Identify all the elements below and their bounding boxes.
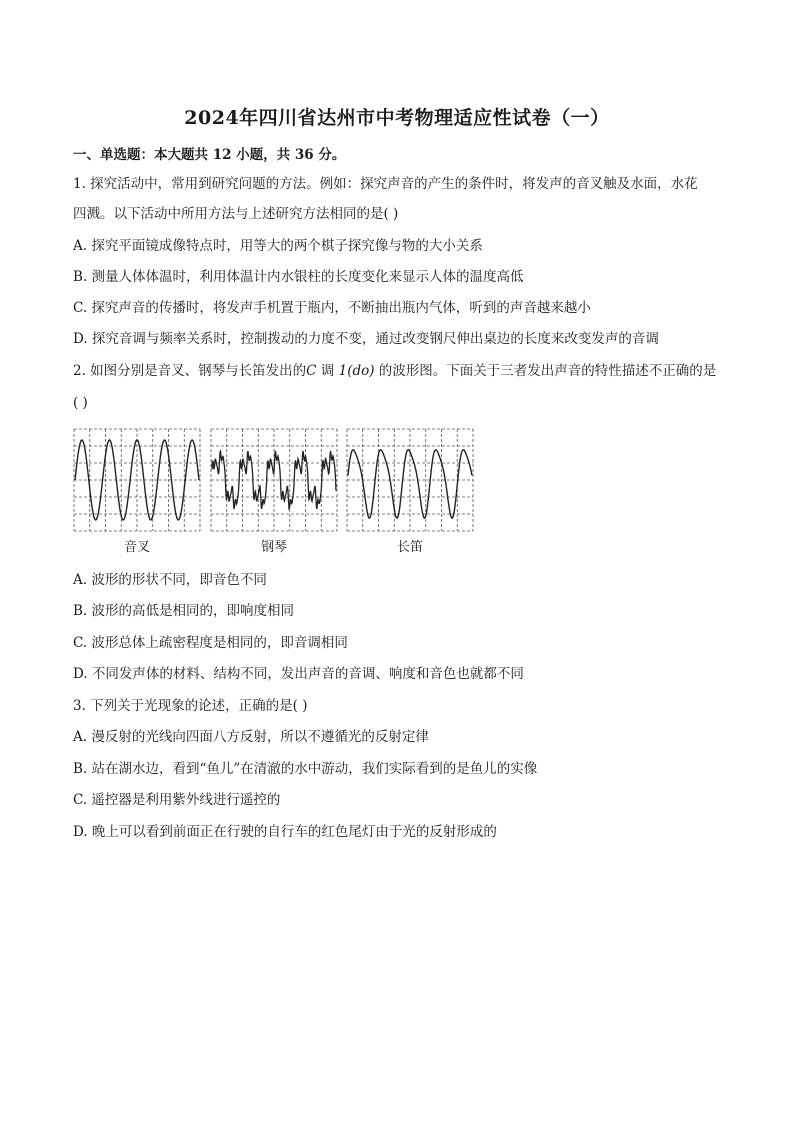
q1-option-d: D. 探究音调与频率关系时，控制拨动的力度不变，通过改变钢尺伸出桌边的长度来改变发声的音调 bbox=[73, 331, 659, 347]
exam-title: 2024年四川省达州市中考物理适应性试卷（一） bbox=[184, 107, 610, 129]
q2-stem-c: C bbox=[306, 363, 317, 379]
q2-option-c: C. 波形总体上疏密程度是相同的，即音调相同 bbox=[73, 635, 348, 651]
q2-stem-line2: ( ) bbox=[73, 395, 88, 411]
caption-flute: 长笛 bbox=[396, 540, 423, 555]
q3-stem: 3. 下列关于光现象的论述，正确的是( ) bbox=[73, 698, 308, 714]
q3-option-d: D. 晚上可以看到前面正在行驶的自行车的红色尾灯由于光的反射形成的 bbox=[73, 824, 497, 840]
q2-stem-mid: 调 bbox=[316, 363, 339, 379]
q3-option-a: A. 漫反射的光线向四面八方反射，所以不遵循光的反射定律 bbox=[73, 729, 429, 745]
q3-option-c: C. 遥控器是利用紫外线进行遥控的 bbox=[73, 792, 281, 808]
q1-option-b: B. 测量人体体温时，利用体温计内水银柱的长度变化来显示人体的温度高低 bbox=[73, 269, 524, 285]
q1-option-a: A. 探究平面镜成像特点时，用等大的两个棋子探究像与物的大小关系 bbox=[73, 238, 483, 254]
waveform-piano bbox=[210, 428, 338, 532]
waveform-flute bbox=[346, 428, 474, 532]
section-heading: 一、单选题：本大题共 12 小题，共 36 分。 bbox=[73, 147, 346, 163]
q1-option-c: C. 探究声音的传播时，将发声手机置于瓶内，不断抽出瓶内气体，听到的声音越来越小 bbox=[73, 300, 591, 316]
q1-stem-line1: 1. 探究活动中，常用到研究问题的方法。例如：探究声音的产生的条件时，将发声的音叉触及水面，水花 bbox=[73, 176, 698, 192]
caption-piano: 钢琴 bbox=[260, 540, 287, 555]
q1-stem-line2: 四溅。以下活动中所用方法与上述研究方法相同的是( ) bbox=[73, 206, 399, 222]
waveform-figure bbox=[73, 428, 483, 560]
q2-stem-post: 的波形图。下面关于三者发出声音的特性描述不正确的是 bbox=[374, 363, 717, 379]
q2-stem-line1 bbox=[73, 361, 716, 381]
q2-stem-pre: 2. 如图分别是音叉、钢琴与长笛发出的 bbox=[73, 363, 307, 379]
q2-option-b: B. 波形的高低是相同的，即响度相同 bbox=[73, 603, 295, 619]
caption-tuning-fork: 音叉 bbox=[123, 540, 150, 555]
waveform-tuning-fork bbox=[73, 428, 201, 532]
q3-option-b: B. 站在湖水边，看到“鱼儿”在清澈的水中游动，我们实际看到的是鱼儿的实像 bbox=[73, 761, 538, 777]
q2-option-d: D. 不同发声体的材料、结构不同，发出声音的音调、响度和音色也就都不同 bbox=[73, 666, 524, 682]
q2-stem-math: 1(do) bbox=[338, 363, 375, 379]
q2-option-a: A. 波形的形状不同，即音色不同 bbox=[73, 572, 267, 588]
